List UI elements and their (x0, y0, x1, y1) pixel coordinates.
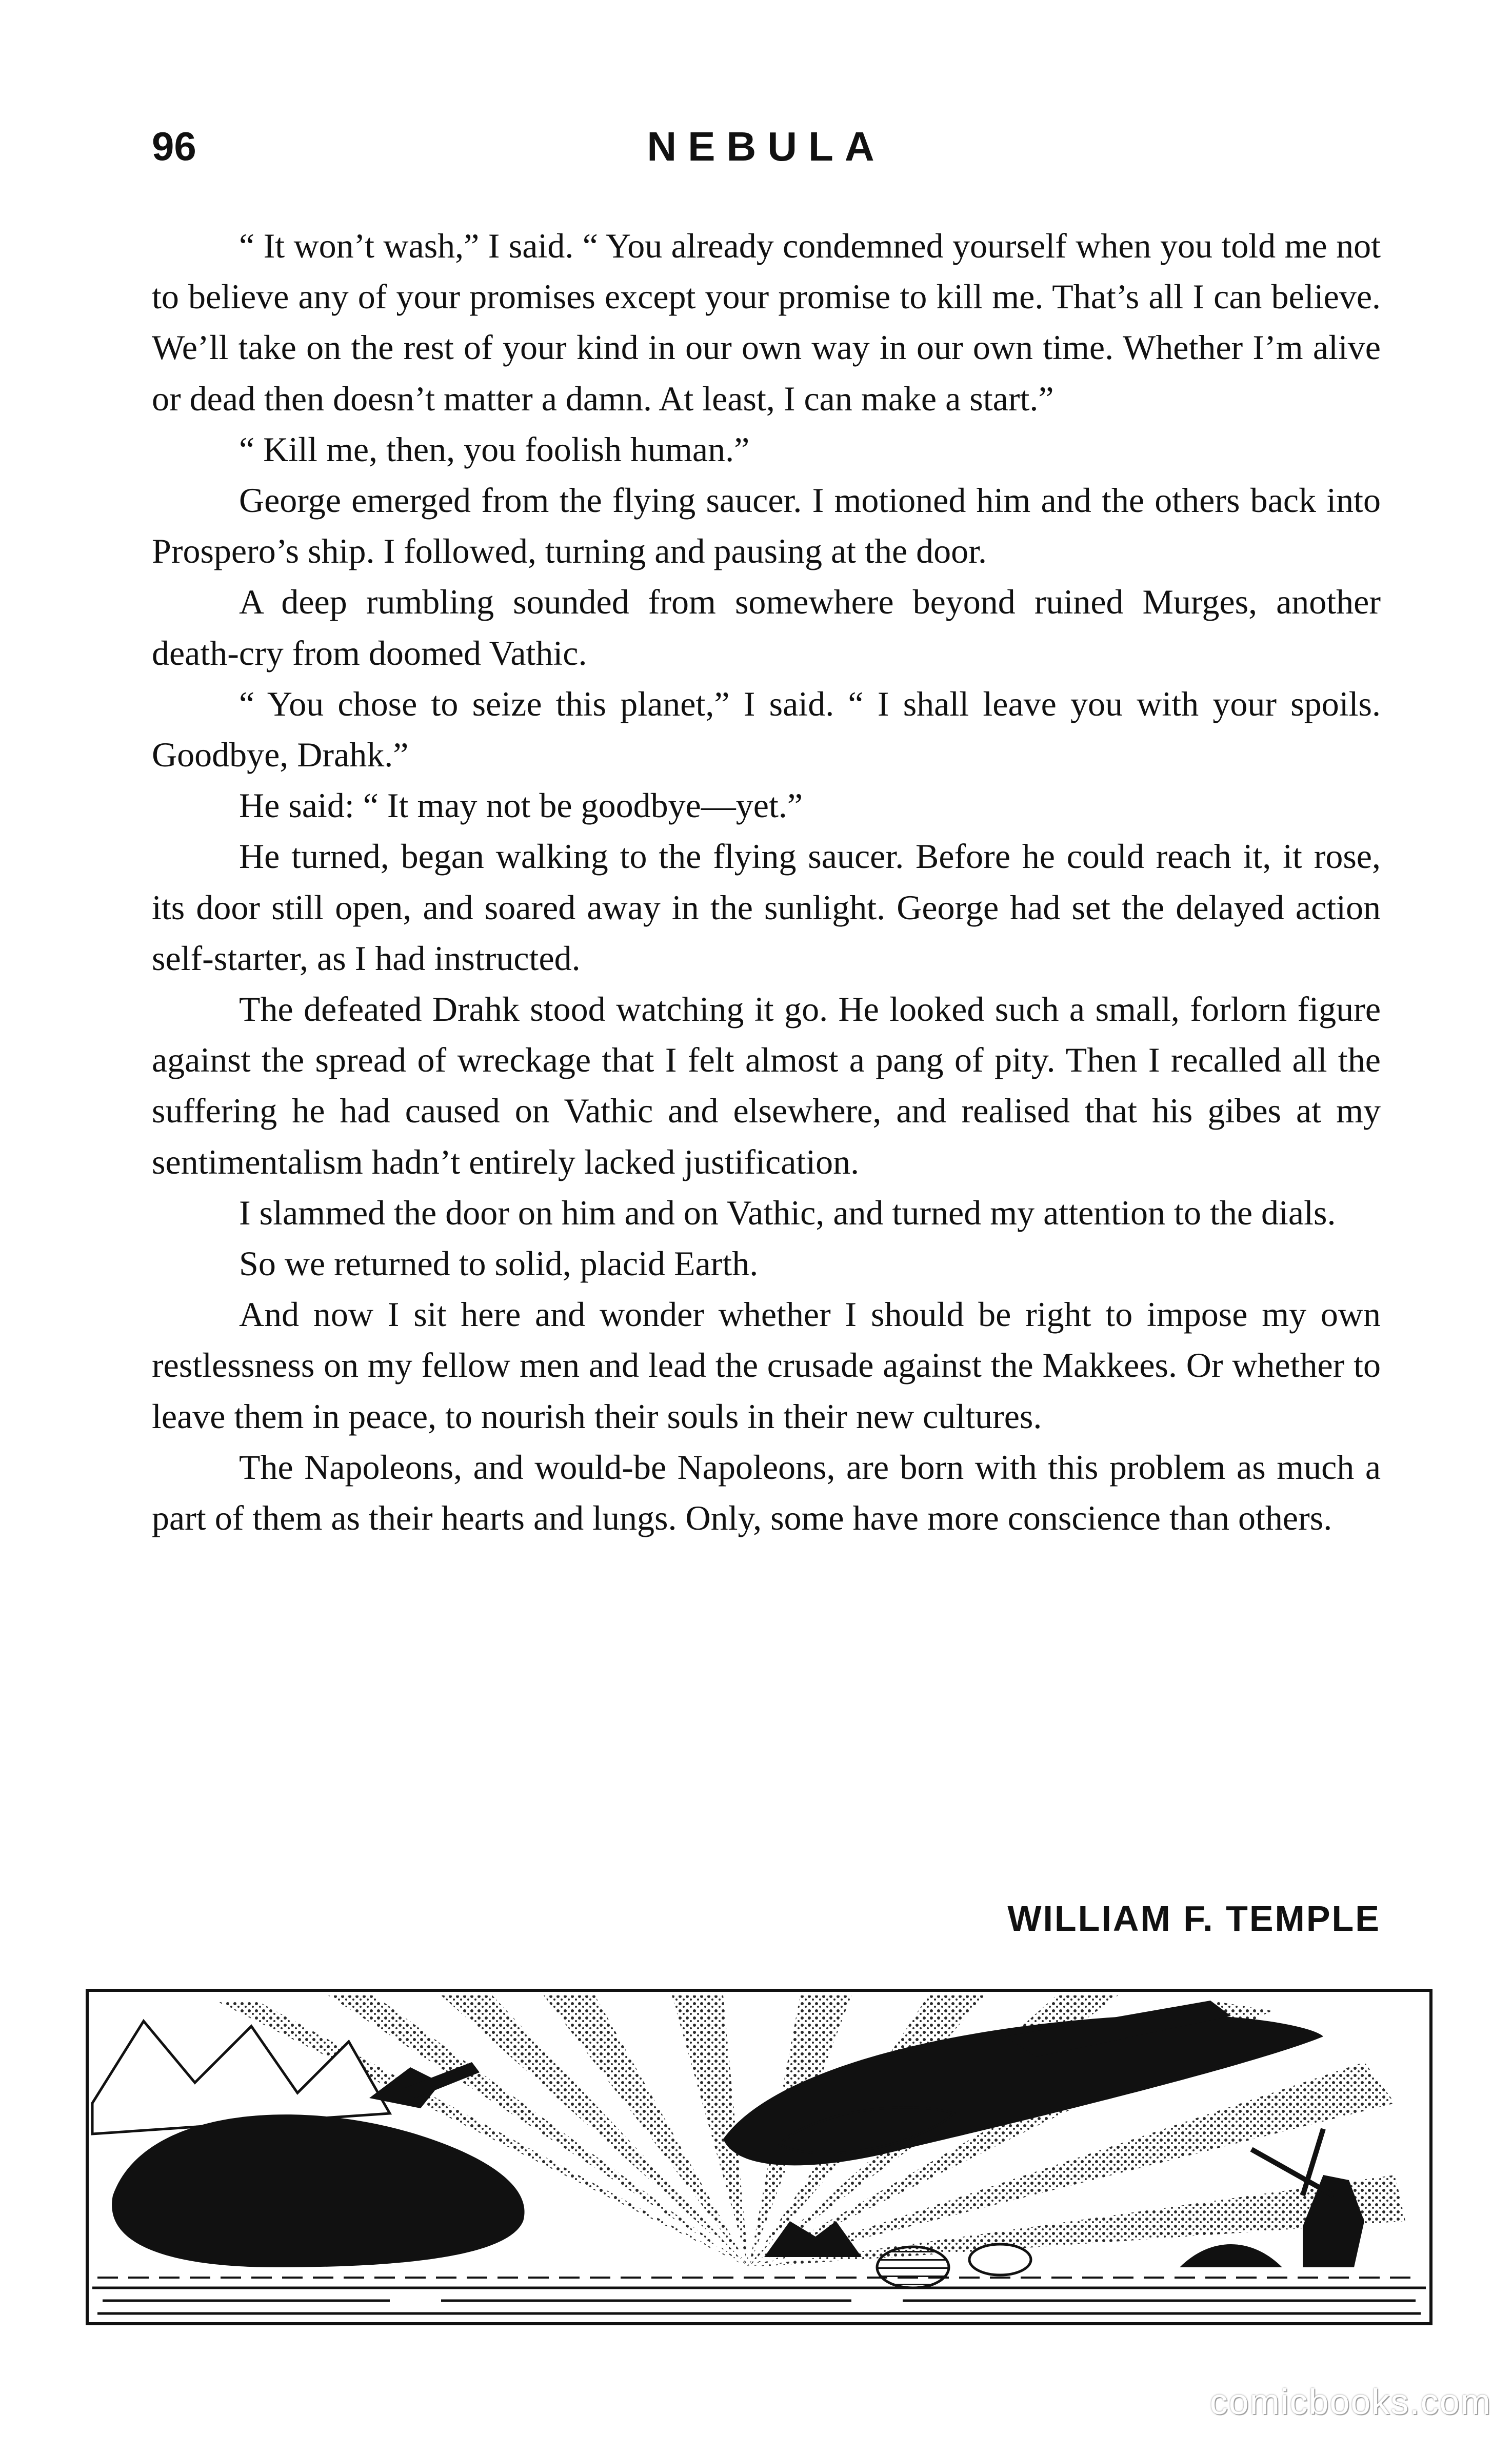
paragraph: “ Kill me, then, you foolish human.” (239, 429, 750, 469)
paragraph: “ You chose to seize this planet,” I said. “ I shall leave you with your spoils. Goodbye, Drahk.” (152, 684, 1381, 775)
spaceship-wreckage-illustration-icon (82, 1980, 1436, 2334)
page-header (152, 123, 1381, 185)
paragraph: So we returned to solid, placid Earth. (239, 1244, 759, 1283)
paragraph: A deep rumbling sounded from somewhere beyond ruined Murges, another death-cry from doomed Vathic. (152, 582, 1381, 672)
paragraph: “ It won’t wash,” I said. “ You already condemned yourself when you told me not to believe any of your promises except your promise to kill me. That’s all I can believe. We’ll take on the rest of your kind in our own way in our own time. Whether I’m alive or dead then doesn’t matter a damn. At least, I can make a start.” (152, 226, 1381, 418)
story-text (152, 221, 1381, 1544)
paragraph: He said: “ It may not be goodbye—yet.” (239, 786, 803, 825)
watermark: comicbooks.com (1209, 2382, 1491, 2422)
paragraph: And now I sit here and wonder whether I should be right to impose my own restlessness on my fellow men and lead the crusade against the Makkees. Or whether to leave them in peace, to nourish their souls in their new cultures. (152, 1295, 1381, 1436)
paragraph: He turned, began walking to the flying saucer. Before he could reach it, it rose, its door still open, and soared away in the sunlight. George had set the delayed action self-starter, as I had instructed. (152, 837, 1381, 978)
page-number: 96 (152, 124, 196, 169)
paragraph: The Napoleons, and would-be Napoleons, are born with this problem as much a part of them as their hearts and lungs. Only, some have more conscience than others. (152, 1447, 1381, 1538)
author-byline: WILLIAM F. TEMPLE (1007, 1898, 1381, 1938)
running-title: NEBULA (647, 124, 886, 169)
paragraph: The defeated Drahk stood watching it go. He looked such a small, forlorn figure against the spread of wreckage that I felt almost a pang of pity. Then I recalled all the suffering he had caused on Vathic and elsewhere, and realised that his gibes at my sentimentalism hadn’t entirely lacked justification. (152, 990, 1381, 1181)
paragraph: George emerged from the flying saucer. I motioned him and the others back into Prospero’s ship. I followed, turning and pausing at the door. (152, 481, 1381, 571)
paragraph: I slammed the door on him and on Vathic, and turned my attention to the dials. (239, 1193, 1336, 1232)
